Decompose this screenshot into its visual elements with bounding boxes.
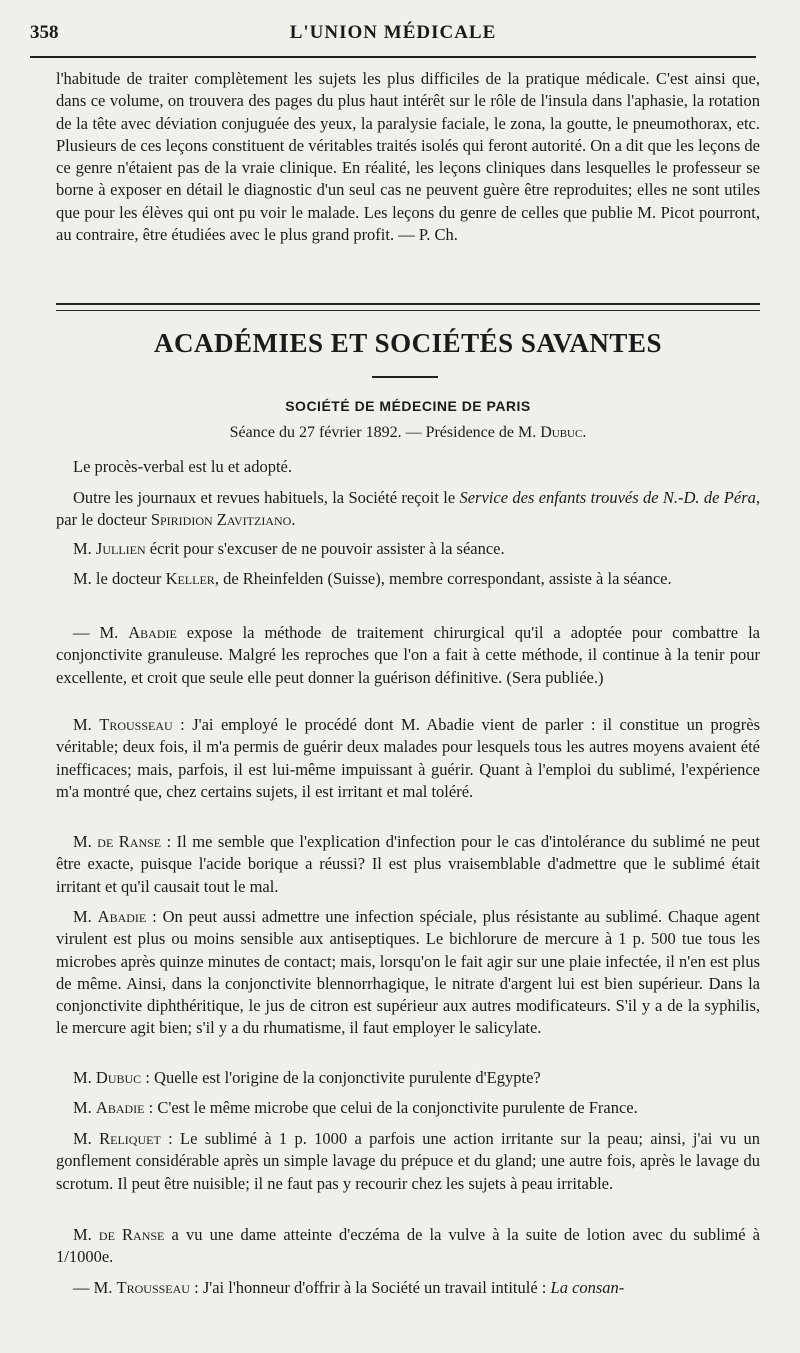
header-rule bbox=[30, 56, 756, 58]
speaker-name: Abadie bbox=[97, 907, 147, 926]
speaker-name: Jullien bbox=[95, 539, 146, 558]
page-header bbox=[30, 22, 756, 52]
section-divider bbox=[56, 303, 760, 311]
speaker-name: Trousseau bbox=[99, 715, 173, 734]
speaker-name: de Ranse bbox=[98, 1225, 165, 1244]
review-text: l'habitude de traiter complètement les sujets les plus difficiles de la pratique médicale. C'est ainsi que, dans ce volume, on trouvera des pages du plus haut intérêt sur le rôle de l'insula dans l'aphasie, la rotation de la tête avec déviation conjuguée des yeux, la paralysie faciale, le zona, la goutte, le pneumothorax, etc. Plusieurs de ces leçons constituent de véritables traités isolés qui feront autorité. On a dit que les leçons de ce genre n'étaient pas de la vraie clinique. En réalité, les leçons cliniques dans lesquelles le professeur se borne à exposer en détail le diagnostic d'un seul cas ne peuvent guère être reproduites; elles ne sont utiles que pour les élèves qui ont pu voir le malade. Les leçons du genre de celles que publie M. Picot pourront, au contraire, être étudiées avec le plus grand profit. — P. Ch. bbox=[56, 69, 760, 245]
paragraph-3: M. Jullien écrit pour s'excuser de ne pouvoir assister à la séance. bbox=[73, 539, 505, 558]
title-underline bbox=[372, 376, 438, 378]
paragraph-8: M. Abadie : On peut aussi admettre une infection spéciale, plus résistante au sublimé. Chaque agent virulent est plus ou moins sensible aux antiseptiques. Le bichlorure de mercure à 1 p. 500 tue tous les microbes après quinze minutes de contact; mais, lorsqu'on le fait agir sur une plaie infectée, il n'en est plus de même. Ainsi, dans la conjonctivite blennorrhagique, le nitrate d'argent lui est bien supérieur. Dans la conjonctivite diphthéritique, le jus de citron est supérieur aux autres modificateurs. S'il y a de la syphilis, le mercure agit bien; s'il y a du rhumatisme, il faut employer le salicylate. bbox=[56, 907, 760, 1038]
paragraph-7: M. de Ranse : Il me semble que l'explication d'infection pour le cas d'intolérance du sublimé ne peut être exacte, puisque l'acide borique a réussi? Il est plus vraisemblable d'admettre que le sublimé était irritant et qu'il causait tout le mal. bbox=[56, 832, 761, 896]
speaker-name: Trousseau bbox=[116, 1278, 190, 1297]
section-title: ACADÉMIES ET SOCIÉTÉS SAVANTES bbox=[154, 328, 662, 358]
society-name: SOCIÉTÉ DE MÉDECINE DE PARIS bbox=[285, 398, 531, 414]
page-number: 358 bbox=[30, 22, 59, 43]
paragraph-4: M. le docteur Keller, de Rheinfelden (Suisse), membre correspondant, assiste à la séance. bbox=[73, 569, 672, 588]
paragraph-2: Outre les journaux et revues habituels, la Société reçoit le Service des enfants trouvés de N.-D. de Péra, par le docteur Spiridion Zavitziano. bbox=[56, 488, 760, 530]
speaker-name: Abadie bbox=[128, 623, 177, 642]
paragraph-1: Le procès-verbal est lu et adopté. bbox=[73, 457, 292, 476]
paragraph-5: — M. Abadie expose la méthode de traitement chirurgical qu'il a adoptée pour combattre la conjonctivite granuleuse. Malgré les reproches que l'on a fait à cette méthode, il continue à la tenir pour excellente, et croit que seule elle peut donner la guérison définitive. (Sera publiée.) bbox=[56, 623, 760, 687]
work-title: La consan- bbox=[550, 1278, 625, 1297]
paragraph-11: M. Reliquet : Le sublimé à 1 p. 1000 a parfois une action irritante sur la peau; ainsi, j'ai vu un gonflement considérable après un simple lavage du prépuce et du gland; une autre fois, après le lavage du scrotum. Il peut être nuisible; il ne faut pas y recourir chez les sujets à peau irritable. bbox=[56, 1129, 761, 1193]
speaker-name: Dubuc bbox=[95, 1068, 142, 1087]
speaker-name: Reliquet bbox=[99, 1129, 161, 1148]
review-paragraph bbox=[56, 68, 760, 246]
paragraph-10: M. Abadie : C'est le même microbe que celui de la conjonctivite purulente de France. bbox=[73, 1098, 638, 1117]
speaker-name: Abadie bbox=[95, 1098, 145, 1117]
paragraph-13: — M. Trousseau : J'ai l'honneur d'offrir à la Société un travail intitulé : La consan- bbox=[73, 1278, 625, 1297]
paragraph-9: M. Dubuc : Quelle est l'origine de la conjonctivite purulente d'Egypte? bbox=[73, 1068, 541, 1087]
president-name: Dubuc bbox=[540, 424, 583, 441]
running-title: L'UNION MÉDICALE bbox=[289, 22, 497, 43]
paragraph-6: M. Trousseau : J'ai employé le procédé dont M. Abadie vient de parler : il constitue un progrès véritable; deux fois, il m'a permis de guérir deux malades pour lesquels tous les autres moyens avaient été inefficaces; mais, parfois, il est lui-même impuissant à guérir. Quant à l'emploi du sublimé, l'expérience m'a montré que, chez certains sujets, il est irritant et mal toléré. bbox=[56, 715, 761, 801]
speaker-name: Keller bbox=[165, 569, 215, 588]
speaker-name: de Ranse bbox=[97, 832, 162, 851]
author-name: Spiridion Zavitziano bbox=[150, 510, 292, 530]
paragraph-12: M. de Ranse a vu une dame atteinte d'eczéma de la vulve à la suite de lotion avec du sublimé à 1/1000e. bbox=[56, 1225, 761, 1267]
seance-line: Séance du 27 février 1892. — Présidence de M. Dubuc. bbox=[229, 424, 587, 441]
publication-title: Service des enfants trouvés de N.-D. de Péra bbox=[459, 488, 756, 507]
